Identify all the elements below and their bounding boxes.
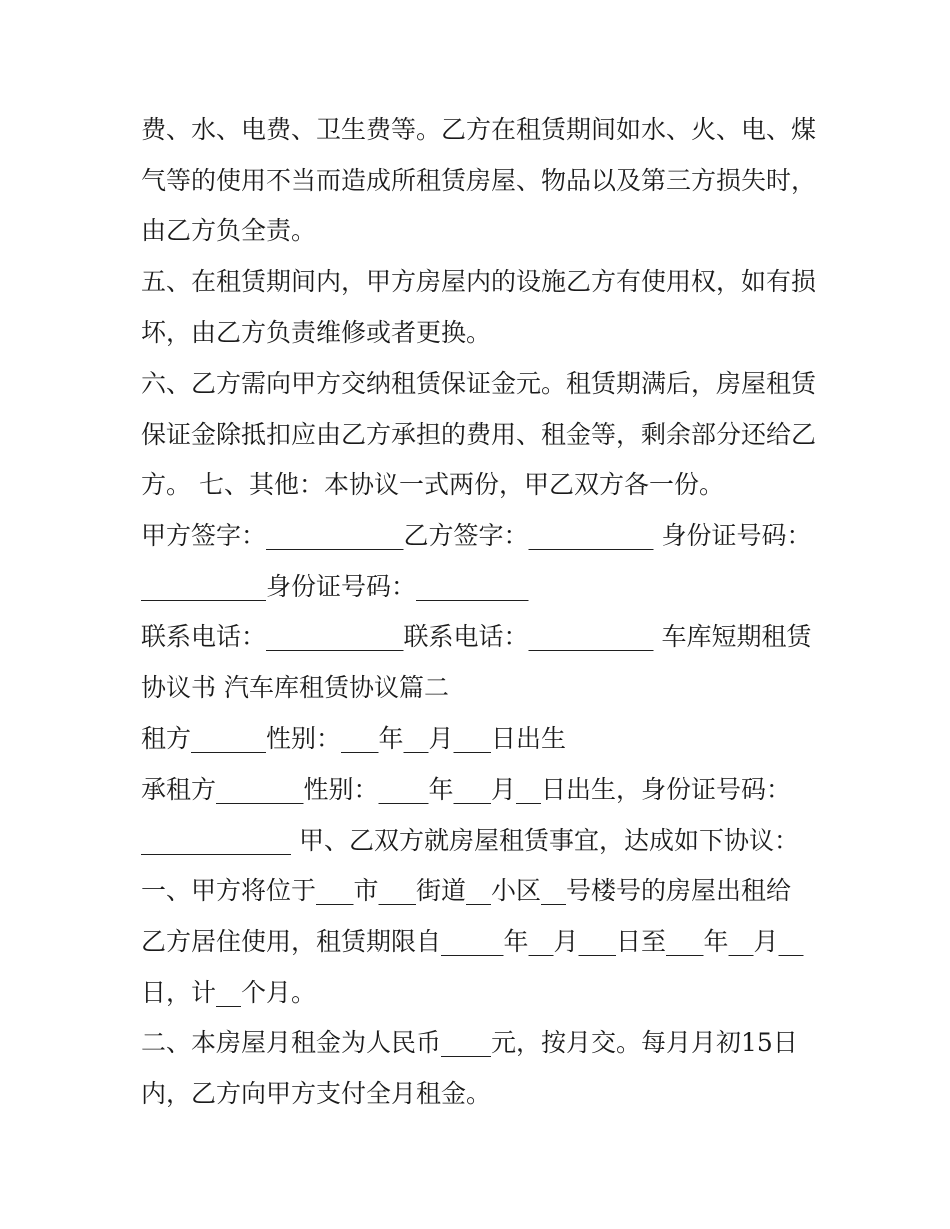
text-line: 协议书 汽车库租赁协议篇二 — [141, 673, 449, 702]
text-line: 二、本房屋月租金为人民币____元，按月交。每月月初15日 — [141, 1028, 798, 1057]
text-line: 方。 七、其他：本协议一式两份，甲乙双方各一份。 — [141, 470, 724, 499]
text-line: 坏，由乙方负责维修或者更换。 — [141, 318, 492, 347]
text-line: 由乙方负全责。 — [141, 216, 317, 245]
text-line: 保证金除抵扣应由乙方承担的费用、租金等，剩余部分还给乙 — [141, 420, 817, 449]
text-line: 气等的使用不当而造成所租赁房屋、物品以及第三方损失时， — [141, 166, 817, 195]
text-line: 租方______性别：___年__月___日出生 — [141, 724, 567, 753]
text-line: 乙方居住使用，租赁期限自_____年__月___日至___年__月__ — [141, 927, 804, 956]
text-line: __________身份证号码：_________ — [141, 572, 529, 601]
text-line: 费、水、电费、卫生费等。乙方在租赁期间如水、火、电、煤 — [141, 115, 817, 144]
text-line: 承租方_______性别：____年___月__日出生，身份证号码： — [141, 775, 792, 804]
text-line: ____________ 甲、乙双方就房屋租赁事宜，达成如下协议： — [141, 826, 799, 855]
text-line: 联系电话：___________联系电话：__________ 车库短期租赁 — [141, 622, 812, 651]
text-line: 一、甲方将位于___市___街道__小区__号楼号的房屋出租给 — [141, 876, 792, 905]
text-line: 日，计__个月。 — [141, 978, 317, 1007]
text-line: 甲方签字：___________乙方签字：__________ 身份证号码： — [141, 521, 812, 550]
text-line: 六、乙方需向甲方交纳租赁保证金元。租赁期满后，房屋租赁 — [141, 369, 817, 398]
text-line: 内，乙方向甲方支付全月租金。 — [141, 1079, 492, 1108]
text-line: 五、在租赁期间内，甲方房屋内的设施乙方有使用权，如有损 — [141, 267, 817, 296]
